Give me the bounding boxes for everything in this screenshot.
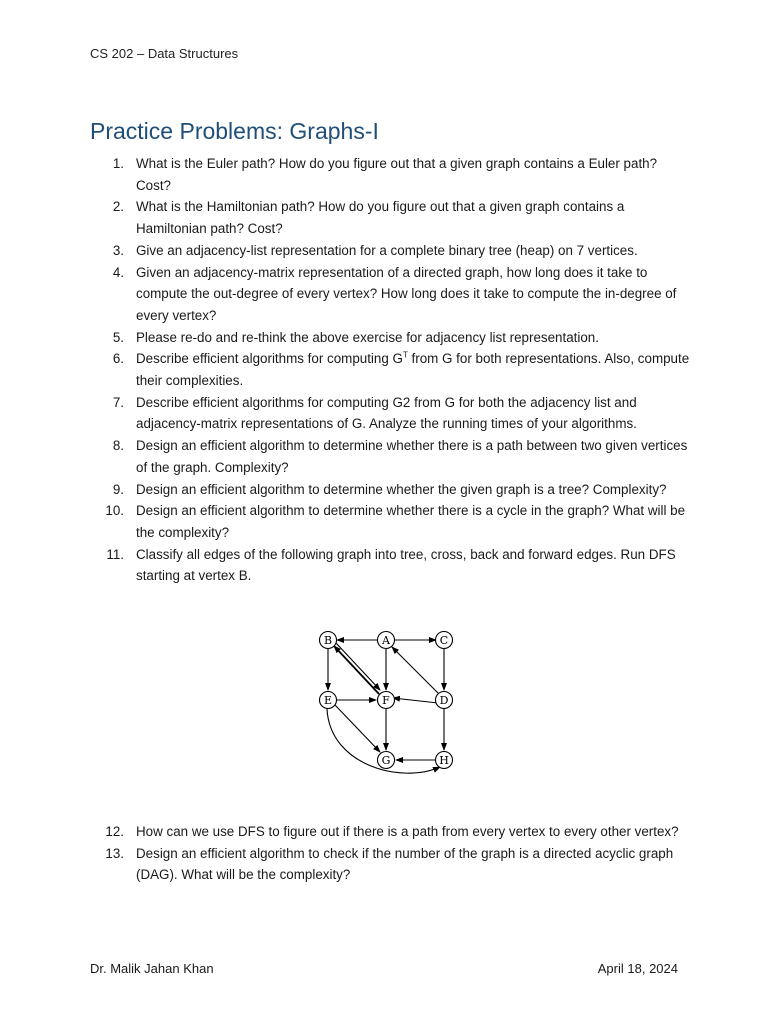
edge-d-f [393, 698, 438, 703]
problem-item [90, 479, 690, 501]
problem-number: 7. [112, 394, 124, 410]
problem-text-start: Describe efficient algorithms for computing G [136, 351, 403, 367]
problem-number: 8. [112, 438, 124, 454]
problem-text: Please re-do and re-think the above exercise for adjacency list representation. [136, 329, 599, 345]
edge-b-f [336, 643, 380, 690]
problem-text: Design an efficient algorithm to determine whether there is a cycle in the graph? What will be the complexity? [136, 503, 686, 540]
problem-item [90, 392, 690, 435]
problem-item [90, 153, 690, 196]
problem-item [90, 544, 690, 587]
problem-number: 6. [112, 351, 124, 367]
problem-text: Design an efficient algorithm to determine whether there is a path between two given vertices of the graph. Complexity? [136, 438, 688, 475]
node-label-c: C [439, 634, 449, 647]
problem-item [90, 348, 690, 391]
problem-text: Given an adjacency-matrix representation of a directed graph, how long does it take to compute the out-degree of every vertex? How long does it take to compute the in-degree of every vertex? [136, 264, 677, 323]
problem-text: How can we use DFS to figure out if there is a path from every vertex to every other vertex? [136, 824, 679, 839]
edge-f-b [334, 646, 379, 694]
page-title: Practice Problems: Graphs-I [90, 118, 379, 144]
problem-number: 5. [112, 329, 124, 345]
problem-number: 9. [112, 481, 124, 497]
problem-text: What is the Hamiltonian path? How do you figure out that a given graph contains a Hamiltonian path? Cost? [136, 199, 625, 237]
problem-text: Design an efficient algorithm to determine whether the given graph is a tree? Complexity? [136, 481, 667, 497]
course-header: CS 202 – Data Structures [90, 46, 239, 61]
problem-text: Classify all edges of the following graph into tree, cross, back and forward edges. Run DFS starting at vertex B. [136, 546, 676, 584]
problem-item [90, 240, 690, 262]
problem-number: 3. [112, 242, 124, 258]
edge-d-a [392, 647, 438, 693]
problem-text: Describe efficient algorithms for computing G2 from G for both the adjacency list and adjacency-matrix representations of G. Analyze the running times of your algorithms. [136, 394, 637, 432]
problem-item [90, 196, 690, 239]
problem-number: 13. [105, 845, 124, 861]
problem-list-continued [90, 821, 690, 886]
problem-number: 4. [112, 264, 124, 280]
problem-number: 1. [112, 156, 124, 171]
problem-number: 12. [105, 824, 124, 839]
node-label-h: H [439, 754, 449, 767]
edge-e-g [335, 705, 380, 752]
node-label-e: E [323, 694, 333, 707]
footer-date: April 18, 2024 [597, 961, 678, 976]
problem-item [90, 821, 690, 843]
problem-text: What is the Euler path? How do you figure out that a given graph contains a Euler path? Cost? [136, 156, 658, 193]
node-label-f: F [382, 694, 390, 707]
problem-item [90, 843, 690, 886]
node-label-g: G [381, 754, 391, 767]
problem-item [90, 327, 690, 349]
problem-text: Design an efficient algorithm to check if the number of the graph is a directed acyclic graph (DAG). What will be the complexity? [136, 845, 674, 883]
problem-list [90, 153, 690, 587]
problem-number: 2. [112, 199, 124, 215]
graph-diagram [312, 626, 462, 778]
problem-text-end: from G for both representations. Also, compute their complexities. [136, 351, 690, 389]
footer-author: Dr. Malik Jahan Khan [90, 961, 214, 976]
problem-text: Give an adjacency-list representation for a complete binary tree (heap) on 7 vertices. [136, 242, 638, 258]
problem-number: 10. [105, 503, 124, 519]
transpose-superscript: T [402, 350, 408, 360]
problem-item [90, 435, 690, 478]
node-label-d: D [439, 694, 449, 707]
node-label-b: B [323, 634, 333, 647]
node-label-a: A [382, 634, 390, 647]
problem-item [90, 262, 690, 327]
problem-number: 11. [106, 546, 124, 562]
problem-item [90, 500, 690, 543]
